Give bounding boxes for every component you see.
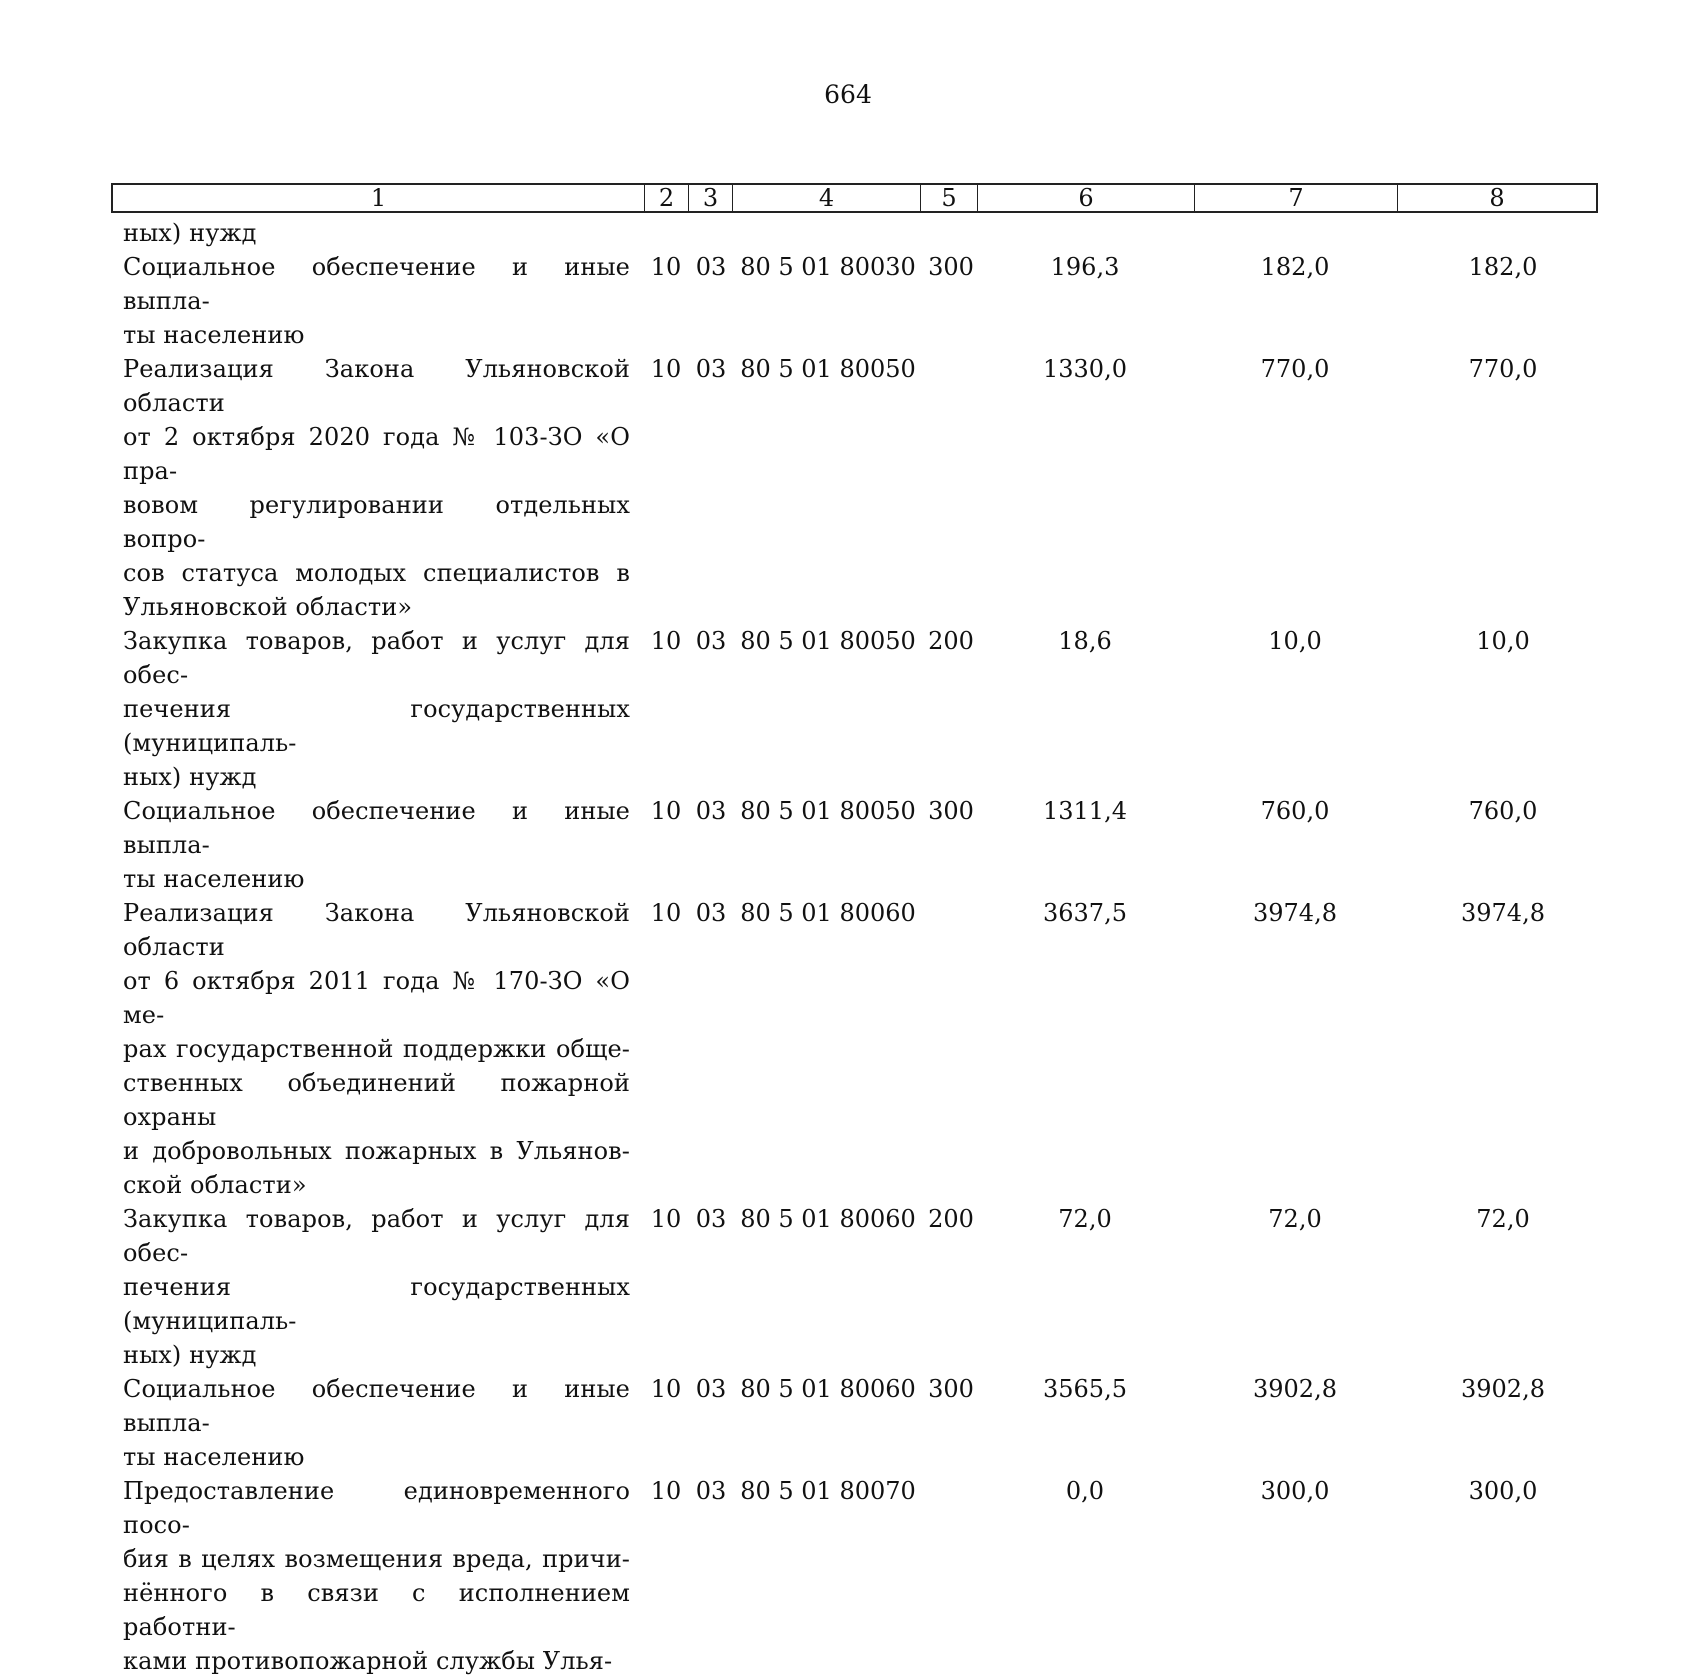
description-line: печения государственных (муниципаль- xyxy=(123,1273,630,1335)
row-description xyxy=(123,352,630,624)
cell-col-7: 72,0 xyxy=(1268,1205,1322,1233)
header-col-6: 6 xyxy=(977,185,1194,211)
cell-col-3: 03 xyxy=(695,797,727,825)
row-description xyxy=(123,794,630,896)
table-row xyxy=(0,1202,1696,1372)
header-col-2: 2 xyxy=(644,185,688,211)
header-col-1: 1 xyxy=(370,184,387,212)
header-col-5: 5 xyxy=(920,185,977,211)
description-line: ных) нужд xyxy=(123,219,257,247)
cell-col-8: 10,0 xyxy=(1476,627,1530,655)
cell-col-7: 300,0 xyxy=(1260,1477,1330,1505)
cell-col-3: 03 xyxy=(695,1205,727,1233)
cell-col-3: 03 xyxy=(695,899,727,927)
description-line: и добровольных пожарных в Ульянов- xyxy=(123,1137,630,1165)
row-description xyxy=(123,1474,630,1678)
header-col-7: 7 xyxy=(1194,185,1397,211)
description-line: ты населению xyxy=(123,321,305,349)
cell-col-2: 10 xyxy=(650,899,682,927)
description-line: Социальное обеспечение и иные выпла- xyxy=(123,797,630,859)
cell-col-8: 3902,8 xyxy=(1461,1375,1545,1403)
description-line: от 2 октября 2020 года № 103-ЗО «О пра- xyxy=(123,423,630,485)
cell-col-6: 0,0 xyxy=(1065,1477,1105,1505)
cell-col-2: 10 xyxy=(650,253,682,281)
table-header xyxy=(111,183,1598,213)
table-row xyxy=(0,216,1696,250)
description-line: Закупка товаров, работ и услуг для обес- xyxy=(123,627,630,689)
cell-col-8: 760,0 xyxy=(1468,797,1538,825)
description-line: ных) нужд xyxy=(123,1341,257,1369)
cell-col-7: 3902,8 xyxy=(1253,1375,1337,1403)
cell-col-2: 10 xyxy=(650,797,682,825)
cell-col-5: 200 xyxy=(928,627,974,655)
cell-col-2: 10 xyxy=(650,1205,682,1233)
cell-col-4: 80 5 01 80070 xyxy=(740,1477,916,1505)
header-col-4: 4 xyxy=(732,185,920,211)
cell-col-3: 03 xyxy=(695,627,727,655)
cell-col-8: 770,0 xyxy=(1468,355,1538,383)
table-row xyxy=(0,352,1696,624)
row-description xyxy=(123,1372,630,1474)
row-description xyxy=(123,216,630,250)
cell-col-6: 72,0 xyxy=(1058,1205,1112,1233)
header-col-3: 3 xyxy=(688,185,732,211)
cell-col-8: 300,0 xyxy=(1468,1477,1538,1505)
cell-col-4: 80 5 01 80050 xyxy=(740,355,916,383)
table-row xyxy=(0,896,1696,1202)
description-line: Ульяновской области» xyxy=(123,593,413,621)
description-line: Социальное обеспечение и иные выпла- xyxy=(123,253,630,315)
cell-col-8: 182,0 xyxy=(1468,253,1538,281)
description-line: от 6 октября 2011 года № 170-ЗО «О ме- xyxy=(123,967,630,1029)
cell-col-6: 18,6 xyxy=(1058,627,1112,655)
cell-col-3: 03 xyxy=(695,1477,727,1505)
cell-col-7: 760,0 xyxy=(1260,797,1330,825)
description-line: Закупка товаров, работ и услуг для обес- xyxy=(123,1205,630,1267)
description-line: ственных объединений пожарной охраны xyxy=(123,1069,630,1131)
cell-col-3: 03 xyxy=(695,355,727,383)
description-line: Реализация Закона Ульяновской области xyxy=(123,899,630,961)
cell-col-4: 80 5 01 80050 xyxy=(740,627,916,655)
page-number: 664 xyxy=(824,80,872,109)
description-line: бия в целях возмещения вреда, причи- xyxy=(123,1545,630,1573)
description-line: ты населению xyxy=(123,1443,305,1471)
row-description xyxy=(123,250,630,352)
cell-col-7: 770,0 xyxy=(1260,355,1330,383)
table-row xyxy=(0,794,1696,896)
description-line: нённого в связи с исполнением работни- xyxy=(123,1579,630,1641)
description-line: ты населению xyxy=(123,865,305,893)
table-body xyxy=(0,216,1696,1678)
cell-col-6: 1311,4 xyxy=(1043,797,1127,825)
description-line: сов статуса молодых специалистов в xyxy=(123,559,630,587)
table-row xyxy=(0,624,1696,794)
cell-col-3: 03 xyxy=(695,253,727,281)
header-col-8: 8 xyxy=(1397,185,1596,211)
cell-col-6: 3637,5 xyxy=(1043,899,1127,927)
row-description xyxy=(123,1202,630,1372)
cell-col-5: 200 xyxy=(928,1205,974,1233)
cell-col-7: 182,0 xyxy=(1260,253,1330,281)
cell-col-6: 1330,0 xyxy=(1043,355,1127,383)
cell-col-8: 3974,8 xyxy=(1461,899,1545,927)
table-row xyxy=(0,1474,1696,1678)
description-line: ской области» xyxy=(123,1171,307,1199)
cell-col-2: 10 xyxy=(650,1477,682,1505)
description-line: ками противопожарной службы Улья- xyxy=(123,1647,613,1675)
description-line: рах государственной поддержки обще- xyxy=(123,1035,630,1063)
cell-col-4: 80 5 01 80030 xyxy=(740,253,916,281)
cell-col-2: 10 xyxy=(650,1375,682,1403)
row-description xyxy=(123,624,630,794)
cell-col-8: 72,0 xyxy=(1476,1205,1530,1233)
description-line: Предоставление единовременного посо- xyxy=(123,1477,630,1539)
cell-col-2: 10 xyxy=(650,355,682,383)
cell-col-6: 196,3 xyxy=(1050,253,1120,281)
cell-col-2: 10 xyxy=(650,627,682,655)
cell-col-5: 300 xyxy=(928,797,974,825)
cell-col-4: 80 5 01 80050 xyxy=(740,797,916,825)
cell-col-3: 03 xyxy=(695,1375,727,1403)
cell-col-5: 300 xyxy=(928,1375,974,1403)
cell-col-7: 10,0 xyxy=(1268,627,1322,655)
description-line: вовом регулировании отдельных вопро- xyxy=(123,491,630,553)
description-line: Социальное обеспечение и иные выпла- xyxy=(123,1375,630,1437)
cell-col-4: 80 5 01 80060 xyxy=(740,1205,916,1233)
description-line: ных) нужд xyxy=(123,763,257,791)
description-line: печения государственных (муниципаль- xyxy=(123,695,630,757)
cell-col-7: 3974,8 xyxy=(1253,899,1337,927)
cell-col-5: 300 xyxy=(928,253,974,281)
description-line: Реализация Закона Ульяновской области xyxy=(123,355,630,417)
table-row xyxy=(0,250,1696,352)
cell-col-4: 80 5 01 80060 xyxy=(740,899,916,927)
cell-col-4: 80 5 01 80060 xyxy=(740,1375,916,1403)
cell-col-6: 3565,5 xyxy=(1043,1375,1127,1403)
table-row xyxy=(0,1372,1696,1474)
row-description xyxy=(123,896,630,1202)
